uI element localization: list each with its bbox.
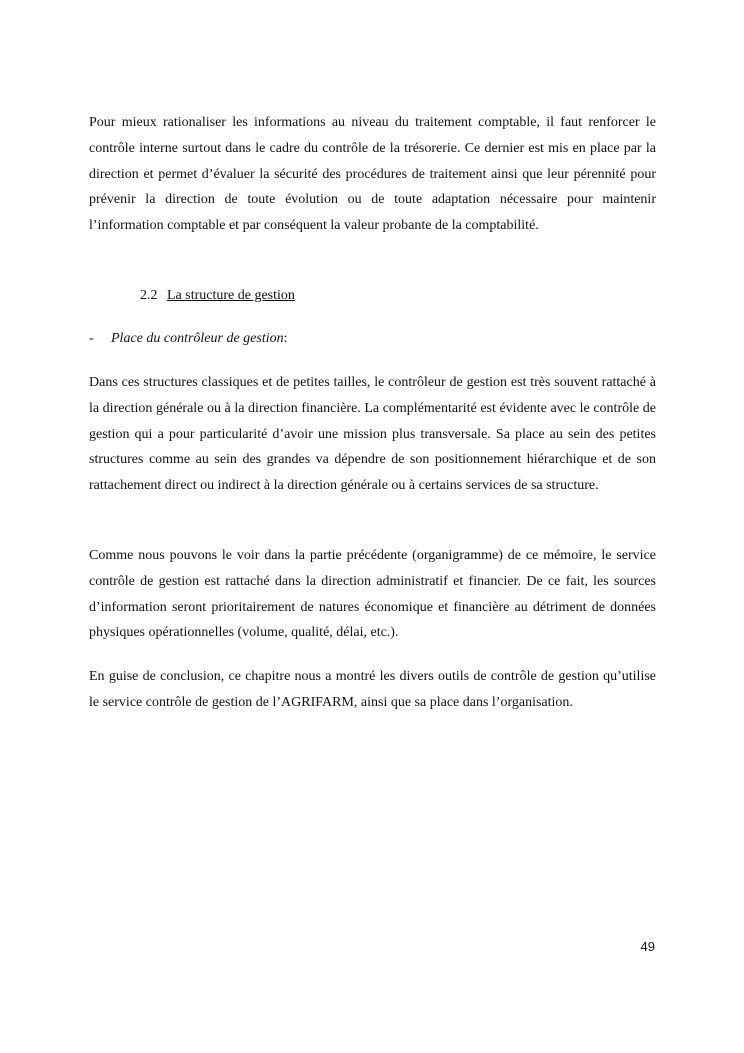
section-title: La structure de gestion <box>167 288 295 303</box>
section-heading <box>140 284 295 308</box>
paragraph-controller-position: Dans ces structures classiques et de petites tailles, le contrôleur de gestion est très souvent rattaché à la direction générale ou à la direction financière. La complémentarité est évidente avec le contrôle de gestion qui a pour particularité d’avoir une mission plus transversale. Sa place au sein des petites structures comme au sein des grandes va dépendre de son positionnement hiérarchique et de son rattachement direct ou indirect à la direction générale ou à certains services de sa structure. <box>89 375 656 494</box>
paragraph-internal-control: Pour mieux rationaliser les informations au niveau du traitement comptable, il faut renforcer le contrôle interne surtout dans le cadre du contrôle de la trésorerie. Ce dernier est mis en place par la direction et permet d’évaluer la sécurité des procédures de traitement ainsi que leur pérennité pour prévenir la direction de toute évolution ou de toute adaptation nécessaire pour maintenir l’information comptable et par conséquent la valeur probante de la comptabilité. <box>89 115 656 234</box>
paragraph-information-sources: Comme nous pouvons le voir dans la partie précédente (organigramme) de ce mémoire, le service contrôle de gestion est rattaché dans la direction administratif et financier. De ce fait, les sources d’information seront prioritairement de natures économique et financière au détriment de données physiques opérationnelles (volume, qualité, délai, etc.). <box>89 548 656 641</box>
subheading <box>89 327 288 351</box>
page-number: 49 <box>640 939 655 954</box>
paragraph-conclusion: En guise de conclusion, ce chapitre nous a montré les divers outils de contrôle de gestion qu’utilise le service contrôle de gestion de l’AGRIFARM, ainsi que sa place dans l’organisation. <box>89 669 656 710</box>
section-number: 2.2 <box>140 288 158 303</box>
subheading-colon: : <box>283 331 288 346</box>
subheading-label: Place du contrôleur de gestion <box>111 331 284 346</box>
list-dash: - <box>89 331 94 346</box>
